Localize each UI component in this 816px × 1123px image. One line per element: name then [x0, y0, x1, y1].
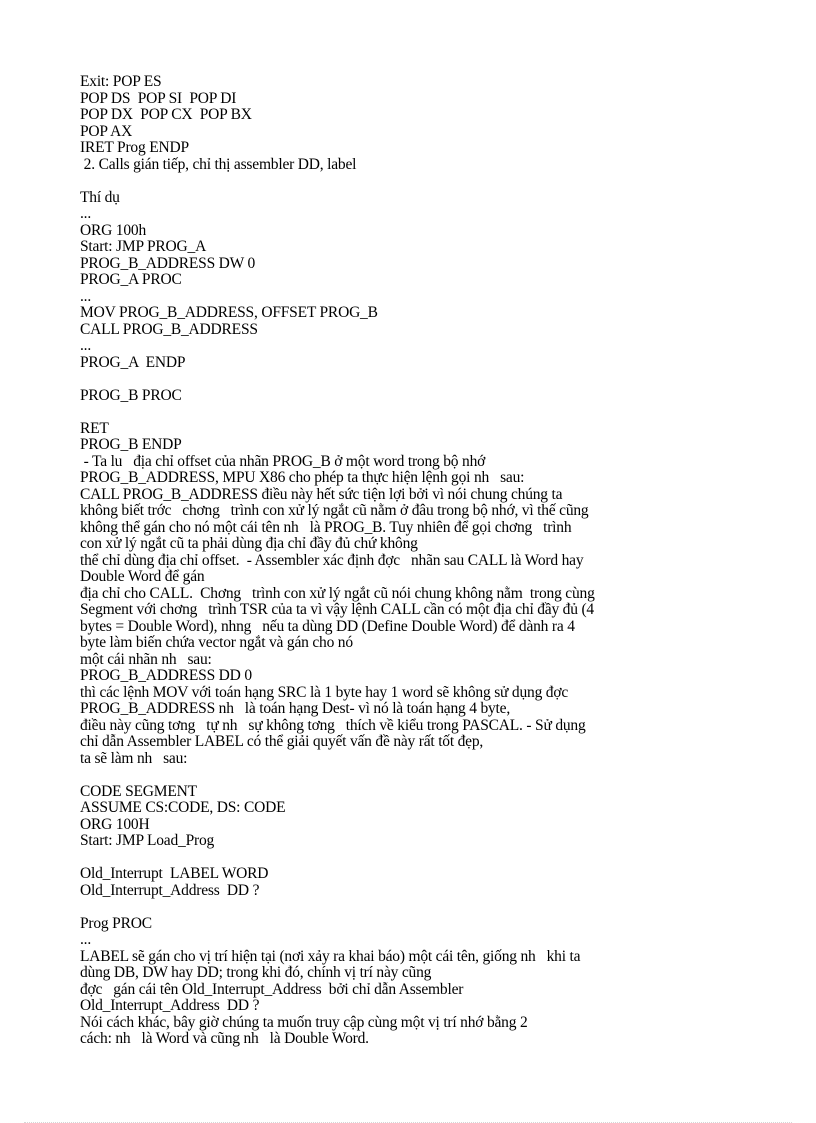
text-line: PROG_B ENDP: [80, 436, 182, 453]
text-line: LABEL sẽ gán cho vị trí hiện tại (nơi xảy ra khai báo) một cái tên, giống nh khi ta: [80, 947, 581, 965]
text-line: ...: [80, 337, 92, 354]
blank-line: [80, 767, 740, 784]
text-line: bytes = Double Word), nhng nếu ta dùng DD (Define Double Word) để dành ra 4: [80, 617, 575, 635]
text-line: PROG_B_ADDRESS nh là toán hạng Dest- vì nó là toán hạng 4 byte,: [80, 700, 511, 717]
text-line: ...: [80, 287, 92, 305]
text-line: Start: JMP Load_Prog: [80, 832, 215, 849]
text-line: Double Word để gán: [80, 568, 205, 585]
text-line: dùng DB, DW hay DD; trong khi đó, chính vị trí này cũng: [80, 964, 432, 981]
text-line: Thí dụ: [80, 188, 120, 206]
text-line: PROG_A ENDP: [80, 353, 186, 371]
text-line: ORG 100H: [80, 815, 150, 833]
text-line: ASSUME CS:CODE, DS: CODE: [80, 799, 286, 816]
text-line: điều này cũng tơng tự nh sự không tơng thích về kiểu trong PASCAL. - Sử dụng: [80, 716, 586, 734]
text-line: ...: [80, 205, 92, 222]
text-line: địa chỉ cho CALL. Chơng trình con xử lý ngắt cũ nói chung không nằm trong cùng: [80, 584, 595, 602]
blank-line: [80, 173, 740, 190]
text-line: 2. Calls gián tiếp, chỉ thị assembler DD, label: [80, 155, 357, 173]
text-line: thì các lệnh MOV với toán hạng SRC là 1 byte hay 1 word sẽ không sử dụng đợc: [80, 683, 569, 701]
text-line: chỉ dẫn Assembler LABEL có thể giải quyết vấn đề này rất tốt đẹp,: [80, 733, 484, 750]
text-line: Old_Interrupt_Address DD ?: [80, 881, 260, 899]
text-line: PROG_B_ADDRESS DW 0: [80, 254, 256, 272]
text-line: cách: nh là Word và cũng nh là Double Word.: [80, 1030, 369, 1047]
text-line: - Ta lu địa chỉ offset của nhãn PROG_B ở một word trong bộ nhớ: [80, 452, 486, 470]
text-line: PROG_B_ADDRESS DD 0: [80, 667, 252, 684]
blank-line: [80, 899, 740, 916]
text-line: ta sẽ làm nh sau:: [80, 749, 188, 767]
blank-line: [80, 404, 740, 421]
text-line: IRET Prog ENDP: [80, 139, 189, 156]
text-line: Old_Interrupt_Address DD ?: [80, 997, 260, 1014]
text-line: Old_Interrupt LABEL WORD: [80, 865, 269, 882]
text-line: Start: JMP PROG_A: [80, 238, 207, 255]
text-line: MOV PROG_B_ADDRESS, OFFSET PROG_B: [80, 304, 378, 321]
text-line: đợc gán cái tên Old_Interrupt_Address bởi chỉ dẫn Assembler: [80, 980, 464, 998]
text-line: POP AX: [80, 122, 133, 140]
text-line: một cái nhãn nh sau:: [80, 650, 212, 668]
text-line: con xử lý ngắt cũ ta phải dùng địa chỉ đầy đủ chứ không: [80, 535, 418, 552]
text-line: không biết trớc chơng trình con xử lý ngắt cũ nằm ở đâu trong bộ nhớ, vì thế cũng: [80, 502, 589, 519]
text-line: POP DX POP CX POP BX: [80, 106, 252, 123]
text-line: POP DS POP SI POP DI: [80, 89, 237, 107]
text-line: không thể gán cho nó một cái tên nh là PROG_B. Tuy nhiên để gọi chơng trình: [80, 518, 572, 536]
text-line: byte làm biến chứa vector ngắt và gán cho nó: [80, 634, 353, 651]
blank-line: [80, 850, 740, 867]
text-line: CODE SEGMENT: [80, 782, 197, 800]
text-line: CALL PROG_B_ADDRESS: [80, 320, 258, 338]
text-line: Nói cách khác, bây giờ chúng ta muốn truy cập cùng một vị trí nhớ bằng 2: [80, 1013, 528, 1031]
text-line: ORG 100h: [80, 221, 147, 239]
text-line: thể chỉ dùng địa chỉ offset. - Assembler xác định đợc nhãn sau CALL là Word hay: [80, 551, 584, 569]
text-line: CALL PROG_B_ADDRESS điều này hết sức tiện lợi bởi vì nói chung chúng ta: [80, 485, 563, 503]
document-page: [80, 74, 740, 1048]
text-line: ...: [80, 931, 92, 948]
text-line: Prog PROC: [80, 914, 152, 932]
text-line: Segment với chơng trình TSR của ta vì vậy lệnh CALL cần có một địa chỉ đầy đủ (4: [80, 601, 594, 618]
text-line: PROG_A PROC: [80, 271, 182, 288]
text-line: RET: [80, 419, 109, 437]
text-line: PROG_B PROC: [80, 386, 182, 404]
text-line: Exit: POP ES: [80, 73, 162, 90]
text-line: PROG_B_ADDRESS, MPU X86 cho phép ta thực hiện lệnh gọi nh sau:: [80, 469, 525, 486]
blank-line: [80, 371, 740, 388]
